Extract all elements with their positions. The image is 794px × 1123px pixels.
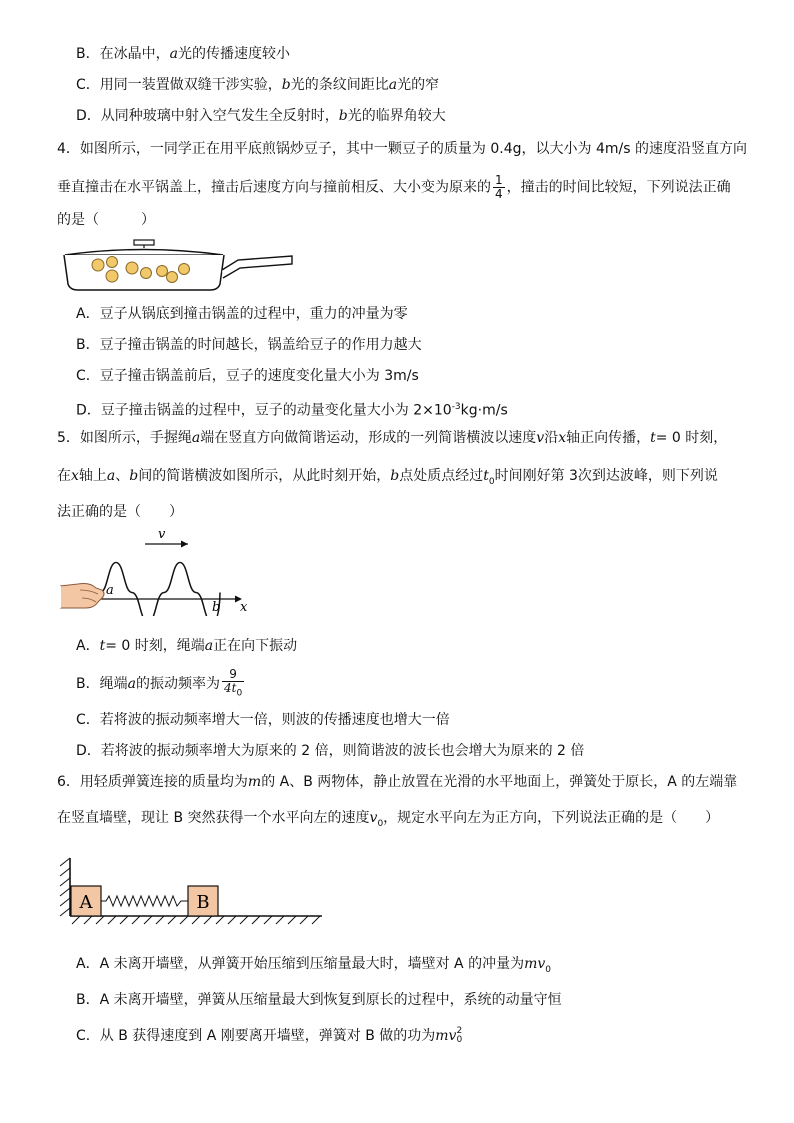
q5-option-d: D．若将波的振动频率增大为原来的 2 倍，则简谐波的波长也会增大为原来的 2 倍 <box>76 743 585 759</box>
var-t: t <box>99 638 106 654</box>
bean <box>92 259 104 271</box>
q3-option-b-rest: 光的传播速度较小 <box>177 46 290 62</box>
q3-option-c <box>76 76 439 94</box>
bean <box>126 262 138 274</box>
q6-stem-line2 <box>57 809 719 833</box>
fraction-denominator <box>222 682 244 700</box>
block-b-label: B <box>196 892 210 913</box>
var-t: t <box>650 430 656 446</box>
velocity-label: v <box>158 527 166 542</box>
q4-option-a: A．豆子从锅底到撞击锅盖的过程中，重力的冲量为零 <box>76 306 408 322</box>
fraction-9-over-4t0 <box>222 668 244 700</box>
wave-curve <box>100 562 220 616</box>
var-a: a <box>127 676 136 692</box>
q5-line2-c: 、 <box>115 468 130 484</box>
q5-stem-line1 <box>57 429 727 447</box>
subscript: 0 <box>377 818 384 829</box>
q6-option-c-text: C．从 B 获得速度到 A 刚要离开墙壁，弹簧对 B 做的功为 <box>76 1028 436 1044</box>
frying-pan-figure <box>60 236 300 294</box>
exponent: -3 <box>451 402 461 412</box>
q6-option-a <box>76 955 551 979</box>
spring-blocks-figure <box>58 852 328 928</box>
subscript: 0 <box>236 688 243 699</box>
q5-line2-a: 在 <box>57 468 71 484</box>
subscript: 0 <box>456 1035 463 1045</box>
bean <box>179 264 190 275</box>
q5-line1-e: = 0 时刻， <box>655 430 728 446</box>
q4-option-d <box>76 398 508 420</box>
q6-stem-line1 <box>57 773 737 791</box>
var-x: x <box>558 430 567 446</box>
q5-option-a-text: = 0 时刻，绳端 <box>105 638 205 654</box>
q3-option-d <box>76 107 446 125</box>
q5-line2-d: 间的简谐横波如图所示，从此时刻开始， <box>138 468 391 484</box>
var-a: a <box>388 77 398 93</box>
bean <box>157 266 168 277</box>
q6-line2-b: ，规定水平向左为正方向，下列说法正确的是（ ） <box>383 810 720 826</box>
q5-line2-f: 时间刚好第 3次到达波峰，则下列说 <box>494 468 718 484</box>
pan-lid <box>65 250 223 256</box>
q5-line1-a: 5．如图所示，手握绳 <box>57 430 192 446</box>
q5-line2-b: 轴上 <box>78 468 107 484</box>
var-mv0-squared: mv <box>435 1028 457 1044</box>
q6-line1-a: 6．用轻质弹簧连接的质量均为 <box>57 774 248 790</box>
q3-option-c-text: C．用同一装置做双缝干涉实验， <box>76 77 282 93</box>
fraction-one-quarter <box>493 174 505 201</box>
var-a: a <box>106 468 116 484</box>
q5-line1-c: 沿 <box>544 430 559 446</box>
var-b: b <box>390 468 400 484</box>
lid-knob <box>134 240 154 245</box>
superscript: 2 <box>456 1026 463 1036</box>
bean <box>141 268 152 279</box>
denominator-text: 4t <box>223 680 237 695</box>
q4-option-c: C．豆子撞击锅盖前后，豆子的速度变化量大小为 3m/s <box>76 368 419 384</box>
var-x: x <box>71 468 79 484</box>
var-a: a <box>169 46 178 62</box>
q3-option-d-text: D．从同种玻璃中射入空气发生全反射时， <box>76 108 339 124</box>
fraction-denominator: 4 <box>495 187 503 201</box>
var-v0: v <box>369 810 378 826</box>
q5-option-b-rest: 的振动频率为 <box>135 676 220 692</box>
var-t0: t <box>483 468 489 484</box>
q5-option-b-text: B．绳端 <box>76 676 128 692</box>
var-b: b <box>129 468 139 484</box>
q4-stem-line3: 的是（ ） <box>57 212 155 228</box>
bean <box>107 257 118 268</box>
q5-line1-b: 端在竖直方向做简谐运动，形成的一列简谐横波以速度 <box>200 430 537 446</box>
q6-line2-a: 在竖直墙壁，现让 B 突然获得一个水平向左的速度 <box>57 810 370 826</box>
x-axis-label: x <box>240 600 248 615</box>
subscript: 0 <box>545 964 552 975</box>
q5-option-a <box>76 637 297 655</box>
var-a: a <box>204 638 214 654</box>
q3-option-c-mid: 光的条纹间距比 <box>290 77 389 93</box>
var-b: b <box>338 108 348 124</box>
wall-hatching <box>60 858 70 916</box>
q4-stem-line1: 4．如图所示，一同学正在用平底煎锅炒豆子，其中一颗豆子的质量为 0.4g，以大小为 4m/s 的速度沿竖直方向 <box>57 141 747 157</box>
q5-option-a-label: A． <box>76 638 100 654</box>
q6-option-b: B．A 未离开墙壁，弹簧从压缩量最大到恢复到原长的过程中，系统的动量守恒 <box>76 992 562 1008</box>
q5-option-a-rest: 正在向下振动 <box>213 638 298 654</box>
var-v: v <box>536 430 545 446</box>
var-m: m <box>247 774 262 790</box>
var-mv0: mv <box>524 956 546 972</box>
q5-stem-line3: 法正确的是（ ） <box>57 504 183 520</box>
q4-stem-line2-a: 垂直撞击在水平锅盖上，撞击后速度方向与撞前相反、大小变为原来的 <box>57 179 491 196</box>
q4-stem-line2-b: ，撞击的时间比较短，下列说法正确 <box>506 179 731 196</box>
q4-option-d-text: D．豆子撞击锅盖的过程中，豆子的动量变化量大小为 2×10 <box>76 402 452 419</box>
bean <box>106 270 118 282</box>
q3-option-b <box>76 45 290 63</box>
fraction-numerator: 1 <box>495 173 503 187</box>
q3-option-d-rest: 光的临界角较大 <box>347 108 446 124</box>
fraction-numerator: 9 <box>222 668 244 682</box>
spring <box>101 896 188 906</box>
var-b: b <box>281 77 291 93</box>
q3-option-c-end: 光的窄 <box>397 77 440 93</box>
block-a-label: A <box>79 892 93 913</box>
floor-hatching <box>72 916 320 924</box>
q4-stem-line2 <box>57 174 731 201</box>
q5-option-b <box>76 666 246 702</box>
point-a-label: a <box>106 583 114 598</box>
pan-handle <box>222 256 292 278</box>
q4-option-d-unit: kg·m/s <box>460 402 508 419</box>
q3-option-b-text: B．在冰晶中， <box>76 46 170 62</box>
sup-sub-stack <box>456 1027 462 1045</box>
q5-stem-line2 <box>57 467 718 491</box>
q5-line1-d: 轴正向传播， <box>566 430 651 446</box>
var-a: a <box>191 430 201 446</box>
hand-icon <box>60 584 104 609</box>
q4-option-b: B．豆子撞击锅盖的时间越长，锅盖给豆子的作用力越大 <box>76 337 422 353</box>
q6-option-a-text: A．A 未离开墙壁，从弹簧开始压缩到压缩量最大时，墙壁对 A 的冲量为 <box>76 956 525 972</box>
wave-figure <box>60 524 260 616</box>
q6-option-c <box>76 1027 462 1045</box>
q6-line1-b: 的 A、B 两物体，静止放置在光滑的水平地面上，弹簧处于原长，A 的左端靠 <box>261 774 738 790</box>
q5-option-c: C．若将波的振动频率增大一倍，则波的传播速度也增大一倍 <box>76 712 450 728</box>
bean <box>167 272 178 283</box>
point-b-label: b <box>212 600 221 615</box>
q5-line2-e: 点处质点经过 <box>399 468 484 484</box>
subscript: 0 <box>488 476 495 487</box>
